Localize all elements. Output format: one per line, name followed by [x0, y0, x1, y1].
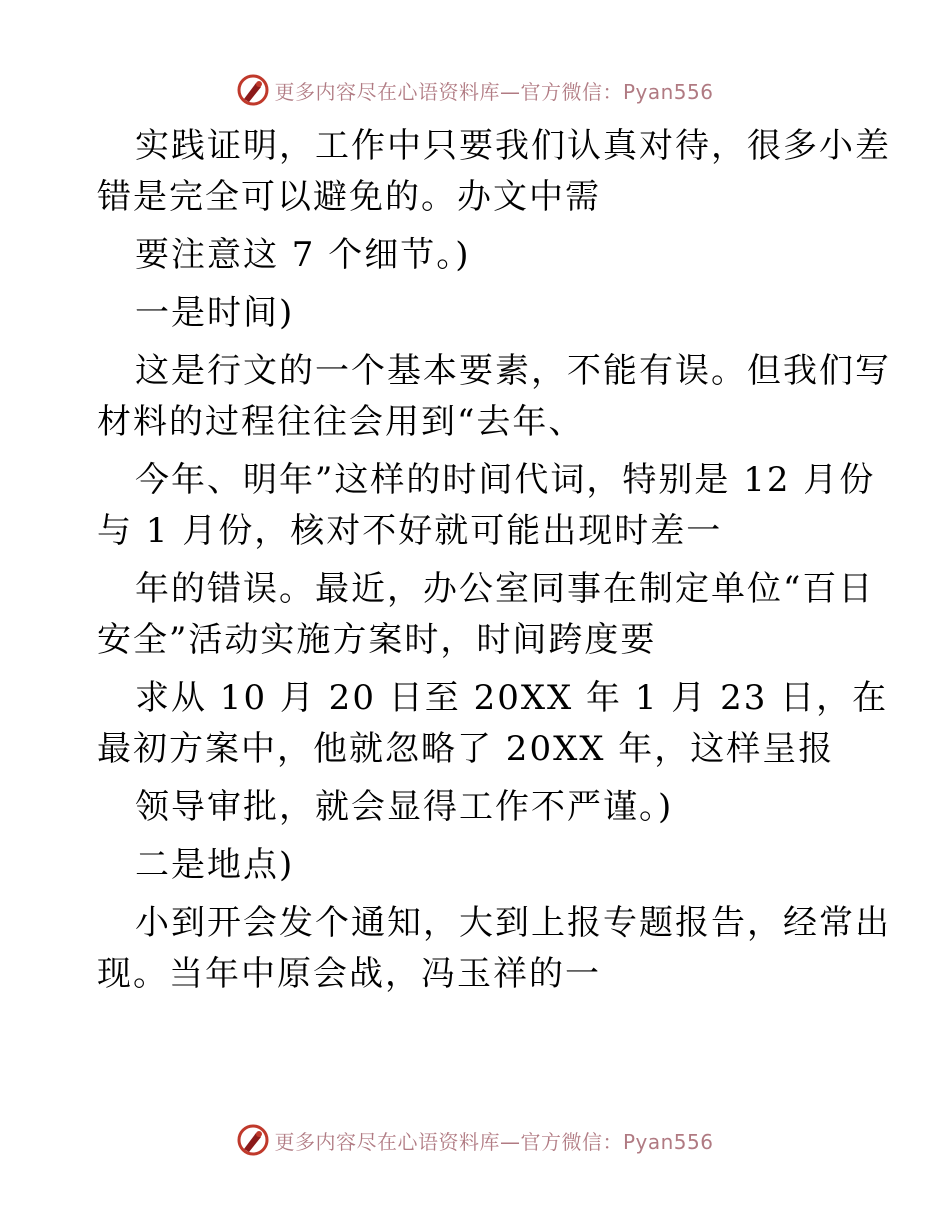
paragraph-line: 错是完全可以避免的。办文中需: [97, 177, 601, 217]
paragraph-line: 与 1 月份，核对不好就可能出现时差一: [97, 511, 723, 551]
paragraph-line: 材料的过程往往会用到“去年、: [97, 402, 585, 442]
pen-logo-icon: [236, 73, 270, 107]
paragraph-line: 最初方案中，他就忽略了 20XX 年，这样呈报: [97, 729, 835, 769]
paragraph-line: 现。当年中原会战，冯玉祥的一: [97, 954, 601, 994]
paragraph-line: 年的错误。最近，办公室同事在制定单位“百日: [135, 569, 875, 609]
paragraph-line: 要注意这 7 个细节。): [135, 235, 471, 275]
paragraph-line: 这是行文的一个基本要素，不能有误。但我们写: [135, 351, 891, 391]
document-body: [97, 126, 891, 994]
paragraph-line: 领导审批，就会显得工作不严谨。): [135, 787, 674, 827]
paragraph-line: 小到开会发个通知，大到上报专题报告，经常出: [135, 903, 891, 943]
paragraph-line: 求从 10 月 20 日至 20XX 年 1 月 23 日，在: [135, 678, 889, 718]
paragraph-line: 安全”活动实施方案时，时间跨度要: [97, 620, 657, 660]
footer-banner-text: 更多内容尽在心语资料库—官方微信：Pyan556: [274, 1129, 714, 1154]
section-heading: 二是地点): [135, 845, 295, 885]
section-heading: 一是时间): [135, 293, 295, 333]
paragraph-line: 今年、明年”这样的时间代词，特别是 12 月份: [135, 460, 876, 500]
header-banner: [0, 70, 950, 110]
paragraph-line: 实践证明，工作中只要我们认真对待，很多小差: [135, 126, 891, 166]
pen-logo-icon: [236, 1123, 270, 1157]
header-banner-text: 更多内容尽在心语资料库—官方微信：Pyan556: [274, 79, 714, 104]
footer-banner: [0, 1120, 950, 1160]
